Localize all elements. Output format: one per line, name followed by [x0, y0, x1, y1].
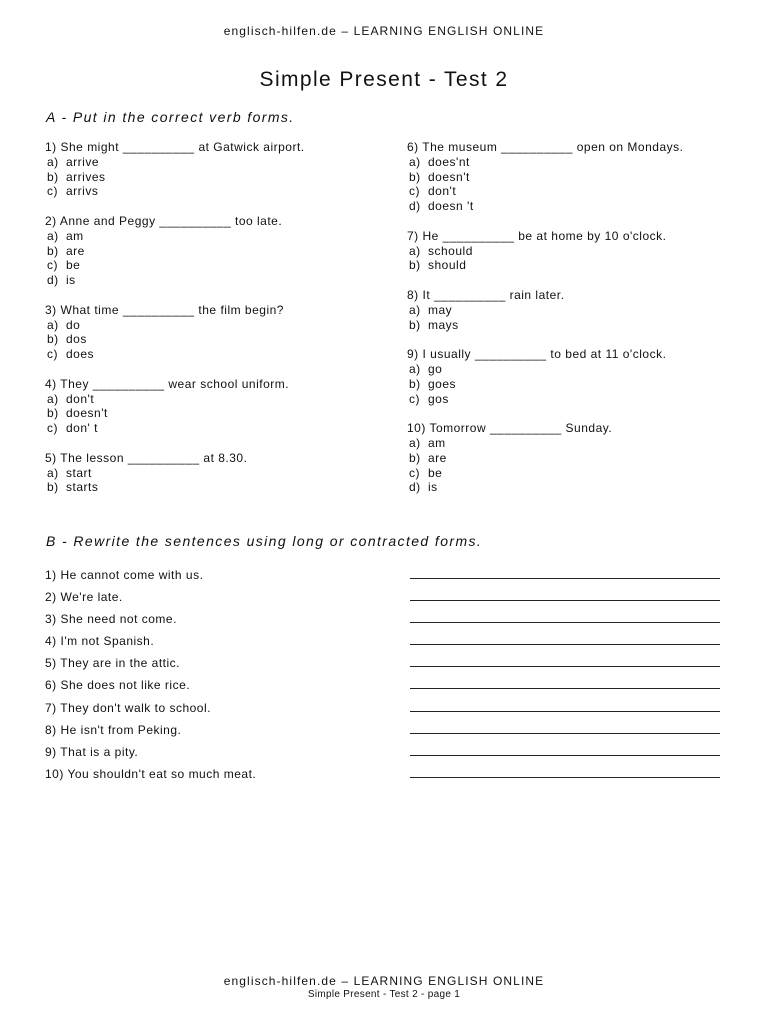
questions-right-column	[407, 140, 737, 510]
question	[407, 288, 737, 332]
answer-option	[45, 421, 375, 436]
answer-option	[45, 244, 375, 259]
option-letter: a)	[409, 302, 421, 317]
option-text: don' t	[66, 421, 98, 436]
answer-option	[407, 318, 737, 333]
option-letter: a)	[47, 465, 59, 480]
rewrite-sentence: 3) She need not come.	[45, 612, 177, 627]
option-letter: c)	[47, 347, 58, 362]
answer-blank-line	[410, 644, 720, 645]
option-text: arrivs	[66, 184, 99, 199]
question-stem: 1) She might __________ at Gatwick airport.	[45, 140, 305, 154]
rewrite-sentence: 2) We're late.	[45, 590, 123, 605]
question-stem: 9) I usually __________ to bed at 11 o'clock.	[407, 347, 667, 362]
option-letter: b)	[47, 169, 59, 184]
option-letter: a)	[409, 361, 421, 376]
option-letter: c)	[47, 258, 58, 273]
option-text: is	[428, 480, 438, 495]
rewrite-sentence: 9) That is a pity.	[45, 744, 139, 759]
option-letter: a)	[409, 154, 421, 169]
answer-option	[45, 170, 375, 185]
option-text: gos	[428, 391, 449, 406]
answer-option	[407, 303, 737, 318]
answer-option	[45, 347, 375, 362]
option-letter: b)	[47, 480, 59, 495]
answer-option	[45, 406, 375, 421]
section-a-title: A - Put in the correct verb forms.	[46, 109, 295, 125]
option-text: mays	[428, 317, 459, 332]
page-footer-subtitle: Simple Present - Test 2 - page 1	[307, 989, 461, 1000]
answer-option	[45, 392, 375, 407]
question-stem: 6) The museum __________ open on Mondays.	[407, 140, 684, 154]
option-letter: a)	[409, 243, 421, 258]
question	[45, 451, 375, 495]
option-letter: a)	[409, 435, 421, 450]
option-text: does'nt	[428, 154, 470, 169]
option-text: goes	[428, 376, 457, 391]
option-text: is	[66, 273, 76, 288]
question-stem: 2) Anne and Peggy __________ too late.	[45, 213, 283, 228]
option-text: doesn't	[428, 169, 470, 184]
option-text: be	[428, 465, 443, 480]
answer-blank-line	[410, 733, 720, 734]
answer-option	[45, 318, 375, 333]
page-header: englisch-hilfen.de – LEARNING ENGLISH ONLINE	[223, 24, 545, 38]
rewrite-item	[45, 609, 725, 631]
option-text: starts	[66, 480, 99, 495]
option-letter: b)	[409, 317, 421, 332]
answer-option	[45, 466, 375, 481]
option-letter: b)	[47, 332, 59, 347]
rewrite-item	[45, 698, 725, 720]
option-letter: a)	[47, 228, 59, 243]
rewrite-item	[45, 631, 725, 653]
rewrite-list	[45, 565, 725, 786]
answer-option	[407, 480, 737, 495]
question-stem: 5) The lesson __________ at 8.30.	[45, 450, 248, 465]
rewrite-item	[45, 653, 725, 675]
option-letter: c)	[409, 465, 420, 480]
question	[407, 421, 737, 495]
option-text: dos	[66, 332, 87, 347]
answer-blank-line	[410, 777, 720, 778]
option-text: don't	[66, 391, 95, 406]
answer-option	[407, 362, 737, 377]
answer-option	[407, 466, 737, 481]
rewrite-sentence: 10) You shouldn't eat so much meat.	[45, 766, 257, 781]
rewrite-item	[45, 764, 725, 786]
option-letter: c)	[47, 421, 58, 436]
answer-option	[407, 436, 737, 451]
option-text: may	[428, 302, 453, 317]
option-text: does	[66, 347, 95, 362]
answer-option	[45, 332, 375, 347]
answer-option	[407, 184, 737, 199]
answer-blank-line	[410, 600, 720, 601]
option-text: be	[66, 258, 81, 273]
option-letter: b)	[47, 243, 59, 258]
option-letter: b)	[409, 376, 421, 391]
rewrite-sentence: 8) He isn't from Peking.	[45, 722, 182, 737]
option-text: doesn't	[66, 406, 108, 421]
answer-option	[407, 392, 737, 407]
rewrite-item	[45, 742, 725, 764]
option-text: are	[66, 243, 85, 258]
rewrite-item	[45, 675, 725, 697]
option-letter: d)	[409, 199, 421, 214]
question-stem: 10) Tomorrow __________ Sunday.	[407, 421, 613, 436]
option-text: should	[428, 258, 467, 273]
option-letter: c)	[47, 184, 58, 199]
question	[45, 140, 375, 199]
option-letter: c)	[409, 391, 420, 406]
question	[45, 303, 375, 362]
option-letter: b)	[47, 406, 59, 421]
option-text: don't	[428, 184, 457, 199]
answer-option	[45, 155, 375, 170]
answer-blank-line	[410, 688, 720, 689]
rewrite-sentence: 1) He cannot come with us.	[45, 568, 204, 582]
answer-option	[407, 258, 737, 273]
option-text: am	[428, 435, 446, 450]
question	[407, 229, 737, 273]
answer-option	[407, 451, 737, 466]
answer-option	[407, 170, 737, 185]
answer-option	[45, 480, 375, 495]
question-stem: 7) He __________ be at home by 10 o'clock.	[407, 228, 667, 243]
option-letter: c)	[409, 184, 420, 199]
question	[407, 140, 737, 214]
rewrite-sentence: 7) They don't walk to school.	[45, 700, 211, 715]
question	[45, 214, 375, 288]
option-letter: b)	[409, 258, 421, 273]
option-text: are	[428, 450, 447, 465]
page-title: Simple Present - Test 2	[259, 68, 509, 91]
question-stem: 4) They __________ wear school uniform.	[45, 376, 290, 391]
rewrite-sentence: 6) She does not like rice.	[45, 678, 191, 693]
answer-option	[407, 199, 737, 214]
option-letter: a)	[47, 391, 59, 406]
answer-option	[45, 184, 375, 199]
rewrite-item	[45, 720, 725, 742]
option-letter: a)	[47, 317, 59, 332]
option-letter: d)	[409, 480, 421, 495]
option-text: arrive	[66, 154, 100, 169]
answer-option	[407, 377, 737, 392]
question	[45, 377, 375, 436]
question-stem: 8) It __________ rain later.	[407, 287, 565, 302]
rewrite-sentence: 5) They are in the attic.	[45, 656, 181, 671]
answer-option	[407, 155, 737, 170]
option-text: arrives	[66, 169, 106, 184]
answer-blank-line	[410, 578, 720, 579]
answer-option	[45, 258, 375, 273]
answer-blank-line	[410, 755, 720, 756]
answer-blank-line	[410, 666, 720, 667]
answer-option	[45, 273, 375, 288]
answer-option	[45, 229, 375, 244]
rewrite-sentence: 4) I'm not Spanish.	[45, 634, 155, 649]
option-text: go	[428, 361, 443, 376]
rewrite-item	[45, 587, 725, 609]
section-b-title: B - Rewrite the sentences using long or contracted forms.	[46, 533, 483, 549]
answer-option	[407, 244, 737, 259]
question	[407, 347, 737, 406]
option-letter: b)	[409, 450, 421, 465]
option-text: start	[66, 465, 92, 480]
option-text: schould	[428, 243, 473, 258]
rewrite-item	[45, 565, 725, 587]
option-text: do	[66, 317, 81, 332]
option-letter: a)	[47, 154, 59, 169]
answer-blank-line	[410, 711, 720, 712]
question-stem: 3) What time __________ the film begin?	[45, 302, 284, 317]
answer-blank-line	[410, 622, 720, 623]
option-letter: b)	[409, 169, 421, 184]
questions-left-column	[45, 140, 375, 510]
page-footer: englisch-hilfen.de – LEARNING ENGLISH ONLINE	[223, 974, 545, 988]
option-text: doesn 't	[428, 199, 474, 214]
option-text: am	[66, 228, 84, 243]
option-letter: d)	[47, 273, 59, 288]
